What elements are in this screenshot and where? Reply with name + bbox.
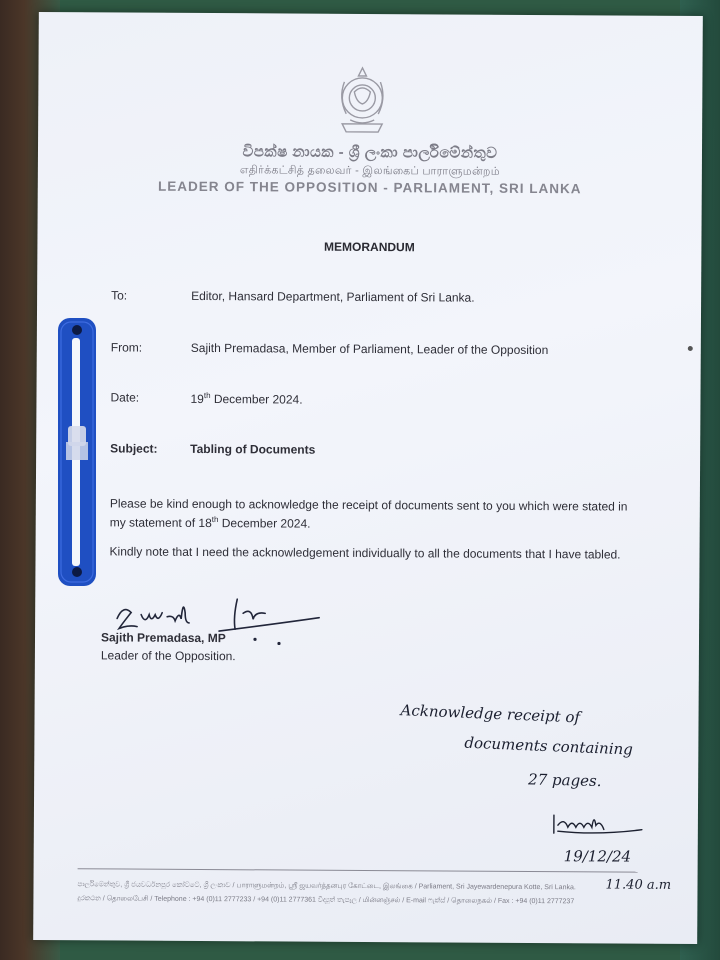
handwritten-date: 19/12/24 xyxy=(563,847,632,866)
footer-contact: දුරකථන / தொலைபேசி / Telephone : +94 (0)11 2777233 / +94 (0)11 2777361 විද්‍යුත් තැපෑල / மின்னஞ்சல் / E-mail ෆැක්ස් / தொலைநகல் / Fax : +94 (0)11 2777237 xyxy=(77,895,575,906)
footer-divider xyxy=(78,868,638,872)
memo-sheet xyxy=(33,12,703,944)
paragraph-1-sup: th xyxy=(211,515,219,525)
binder-clip xyxy=(52,316,102,588)
letterhead-sinhala: විපක්ෂ නායක - ශ්‍රී ලංකා පාර්ලිමේන්තුව xyxy=(242,143,498,162)
handwritten-note-line-3: 27 pages. xyxy=(527,770,602,791)
paragraph-1 xyxy=(110,495,630,533)
footer-address: පාර්ලිමේන්තුව, ශ්‍රී ජයවර්ධනපුර කෝට්ටේ, ශ්‍රී ලංකාව / பாராளுமன்றம், ஸ்ரீ ஜயவர்த்தனபுர கோட்டை, இலங்கை / Parliament, Sri Jayewardenepura Kotte, Sri Lanka. xyxy=(77,881,576,892)
emblem-icon xyxy=(330,62,394,138)
subject-label: Subject: xyxy=(110,441,158,456)
letterhead-tamil: எதிர்க்கட்சித் தலைவர் - இலங்கைப் பாராளுமன்றம் xyxy=(239,164,500,178)
date-rest: December 2024. xyxy=(210,392,303,407)
date-suffix: th xyxy=(203,390,211,401)
letterhead-english: LEADER OF THE OPPOSITION - PARLIAMENT, SRI LANKA xyxy=(157,178,582,197)
date-day: 19 xyxy=(190,391,204,406)
handwritten-note-line-2: documents containing xyxy=(464,733,634,759)
paragraph-1-text: Please be kind enough to acknowledge the receipt of documents sent to you which were stated in my statement of 18 xyxy=(109,496,628,531)
signatory-name: Sajith Premadasa, MP xyxy=(100,630,226,646)
handwritten-note-line-1: Acknowledge receipt of xyxy=(400,701,581,727)
paragraph-2: Kindly note that I need the acknowledgement individually to all the documents that I have tabled. xyxy=(109,544,621,562)
paragraph-1-end: December 2024. xyxy=(218,516,311,531)
handwritten-time: 11.40 a.m xyxy=(605,877,672,893)
date-label: Date: xyxy=(110,390,140,405)
handwritten-initials xyxy=(550,809,646,838)
signatory-title: Leader of the Opposition. xyxy=(100,648,236,664)
from-value: Sajith Premadasa, Member of Parliament, Leader of the Opposition xyxy=(190,340,549,358)
punch-mark xyxy=(688,346,693,351)
memo-title: MEMORANDUM xyxy=(324,239,415,255)
date-value xyxy=(190,391,302,407)
to-label: To: xyxy=(111,288,128,303)
from-label: From: xyxy=(110,340,143,355)
subject-value: Tabling of Documents xyxy=(190,441,316,457)
to-value: Editor, Hansard Department, Parliament of Sri Lanka. xyxy=(191,288,475,305)
